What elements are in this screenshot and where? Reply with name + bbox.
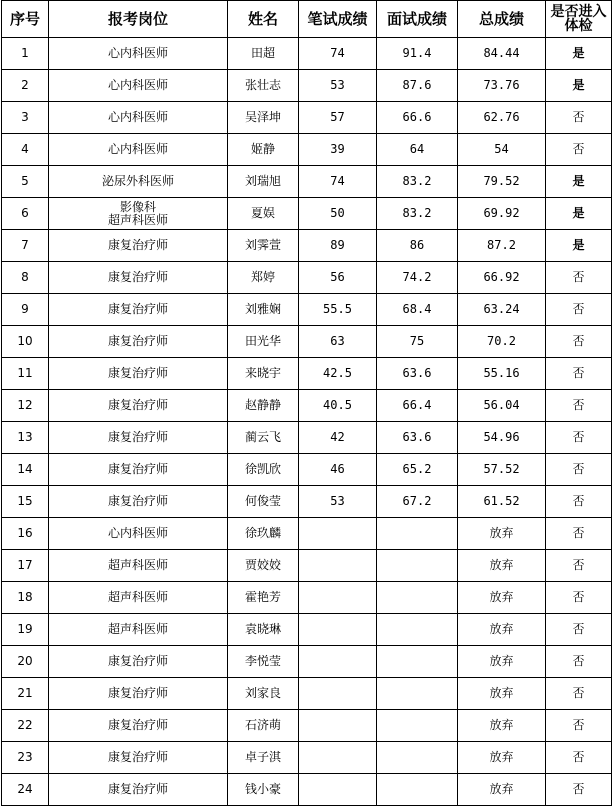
cell-name: 袁晓琳 (228, 614, 299, 646)
cell-position: 康复治疗师 (49, 678, 228, 710)
cell-total-score: 73.76 (458, 70, 546, 102)
cell-interview-score: 74.2 (377, 262, 458, 294)
cell-total-score: 放弃 (458, 678, 546, 710)
table-row (2, 710, 612, 742)
cell-total-score: 放弃 (458, 614, 546, 646)
cell-total-score: 放弃 (458, 710, 546, 742)
cell-interview-score: 68.4 (377, 294, 458, 326)
cell-position: 康复治疗师 (49, 390, 228, 422)
cell-position: 影像科 超声科医师 (49, 198, 228, 230)
cell-index: 11 (2, 358, 49, 390)
cell-written-score: 46 (299, 454, 377, 486)
cell-interview-score: 87.6 (377, 70, 458, 102)
cell-position: 康复治疗师 (49, 262, 228, 294)
cell-index: 6 (2, 198, 49, 230)
cell-interview-score: 83.2 (377, 166, 458, 198)
cell-physical-exam: 否 (546, 294, 612, 326)
table-row (2, 294, 612, 326)
cell-interview-score: 65.2 (377, 454, 458, 486)
table-row (2, 774, 612, 806)
cell-written-score: 57 (299, 102, 377, 134)
cell-total-score: 61.52 (458, 486, 546, 518)
cell-interview-score: 66.6 (377, 102, 458, 134)
cell-index: 1 (2, 38, 49, 70)
table-row (2, 678, 612, 710)
cell-interview-score: 67.2 (377, 486, 458, 518)
cell-interview-score (377, 774, 458, 806)
cell-position: 超声科医师 (49, 582, 228, 614)
cell-position: 心内科医师 (49, 70, 228, 102)
cell-interview-score: 63.6 (377, 422, 458, 454)
cell-total-score: 放弃 (458, 582, 546, 614)
cell-written-score (299, 710, 377, 742)
cell-written-score (299, 582, 377, 614)
cell-name: 夏娱 (228, 198, 299, 230)
cell-index: 24 (2, 774, 49, 806)
table-row (2, 550, 612, 582)
cell-interview-score: 63.6 (377, 358, 458, 390)
cell-total-score: 79.52 (458, 166, 546, 198)
table-row (2, 102, 612, 134)
cell-name: 石济萌 (228, 710, 299, 742)
table-row (2, 38, 612, 70)
cell-physical-exam: 否 (546, 614, 612, 646)
cell-position: 康复治疗师 (49, 486, 228, 518)
cell-interview-score: 66.4 (377, 390, 458, 422)
cell-interview-score: 75 (377, 326, 458, 358)
cell-interview-score: 86 (377, 230, 458, 262)
cell-index: 17 (2, 550, 49, 582)
cell-interview-score: 83.2 (377, 198, 458, 230)
cell-written-score: 56 (299, 262, 377, 294)
table-row (2, 614, 612, 646)
cell-position: 康复治疗师 (49, 646, 228, 678)
cell-position: 康复治疗师 (49, 742, 228, 774)
header-written-score: 笔试成绩 (299, 1, 377, 38)
cell-written-score: 50 (299, 198, 377, 230)
cell-position: 康复治疗师 (49, 358, 228, 390)
cell-name: 张壮志 (228, 70, 299, 102)
cell-index: 4 (2, 134, 49, 166)
cell-index: 10 (2, 326, 49, 358)
cell-index: 18 (2, 582, 49, 614)
cell-name: 姬静 (228, 134, 299, 166)
cell-written-score: 53 (299, 486, 377, 518)
cell-total-score: 62.76 (458, 102, 546, 134)
cell-interview-score (377, 646, 458, 678)
cell-position: 康复治疗师 (49, 230, 228, 262)
table-row (2, 454, 612, 486)
cell-position: 康复治疗师 (49, 454, 228, 486)
cell-interview-score (377, 582, 458, 614)
cell-name: 何俊莹 (228, 486, 299, 518)
cell-total-score: 87.2 (458, 230, 546, 262)
cell-index: 5 (2, 166, 49, 198)
cell-physical-exam: 是 (546, 198, 612, 230)
cell-index: 20 (2, 646, 49, 678)
cell-physical-exam: 否 (546, 582, 612, 614)
header-position: 报考岗位 (49, 1, 228, 38)
cell-index: 22 (2, 710, 49, 742)
cell-physical-exam: 否 (546, 678, 612, 710)
cell-index: 16 (2, 518, 49, 550)
table-row (2, 358, 612, 390)
cell-index: 23 (2, 742, 49, 774)
cell-written-score: 42.5 (299, 358, 377, 390)
cell-interview-score: 64 (377, 134, 458, 166)
table-row (2, 262, 612, 294)
cell-physical-exam: 否 (546, 774, 612, 806)
cell-physical-exam: 是 (546, 70, 612, 102)
cell-total-score: 66.92 (458, 262, 546, 294)
cell-name: 贾姣姣 (228, 550, 299, 582)
cell-total-score: 84.44 (458, 38, 546, 70)
cell-written-score: 74 (299, 38, 377, 70)
cell-total-score: 63.24 (458, 294, 546, 326)
cell-name: 吴泽坤 (228, 102, 299, 134)
cell-written-score: 74 (299, 166, 377, 198)
cell-written-score (299, 518, 377, 550)
cell-total-score: 放弃 (458, 742, 546, 774)
cell-position: 心内科医师 (49, 38, 228, 70)
cell-index: 19 (2, 614, 49, 646)
cell-position: 心内科医师 (49, 102, 228, 134)
cell-physical-exam: 否 (546, 262, 612, 294)
header-total-score: 总成绩 (458, 1, 546, 38)
cell-total-score: 54.96 (458, 422, 546, 454)
cell-written-score (299, 550, 377, 582)
cell-name: 郑婷 (228, 262, 299, 294)
cell-name: 刘霁萱 (228, 230, 299, 262)
cell-physical-exam: 否 (546, 422, 612, 454)
cell-written-score: 42 (299, 422, 377, 454)
cell-physical-exam: 否 (546, 518, 612, 550)
cell-total-score: 放弃 (458, 550, 546, 582)
cell-written-score (299, 742, 377, 774)
cell-written-score: 53 (299, 70, 377, 102)
table-body (2, 38, 612, 806)
cell-name: 李悦莹 (228, 646, 299, 678)
cell-interview-score (377, 550, 458, 582)
cell-physical-exam: 否 (546, 102, 612, 134)
cell-index: 21 (2, 678, 49, 710)
table-row (2, 486, 612, 518)
cell-position: 康复治疗师 (49, 294, 228, 326)
table-row (2, 198, 612, 230)
cell-position: 康复治疗师 (49, 422, 228, 454)
table-row (2, 422, 612, 454)
header-interview-score: 面试成绩 (377, 1, 458, 38)
cell-name: 刘雅娴 (228, 294, 299, 326)
cell-interview-score (377, 518, 458, 550)
cell-total-score: 55.16 (458, 358, 546, 390)
cell-position: 康复治疗师 (49, 326, 228, 358)
cell-written-score: 55.5 (299, 294, 377, 326)
cell-physical-exam: 是 (546, 38, 612, 70)
cell-interview-score (377, 614, 458, 646)
cell-total-score: 57.52 (458, 454, 546, 486)
table-row (2, 134, 612, 166)
cell-interview-score (377, 710, 458, 742)
table-row (2, 518, 612, 550)
cell-index: 12 (2, 390, 49, 422)
cell-total-score: 70.2 (458, 326, 546, 358)
table-row (2, 166, 612, 198)
table-row (2, 742, 612, 774)
cell-name: 钱小豪 (228, 774, 299, 806)
cell-index: 3 (2, 102, 49, 134)
cell-physical-exam: 否 (546, 454, 612, 486)
score-table (1, 0, 612, 806)
cell-index: 7 (2, 230, 49, 262)
table-row (2, 390, 612, 422)
cell-total-score: 放弃 (458, 518, 546, 550)
cell-name: 霍艳芳 (228, 582, 299, 614)
table-row (2, 646, 612, 678)
cell-written-score (299, 646, 377, 678)
cell-index: 14 (2, 454, 49, 486)
cell-name: 田超 (228, 38, 299, 70)
cell-name: 田光华 (228, 326, 299, 358)
cell-name: 卓子淇 (228, 742, 299, 774)
cell-name: 刘家良 (228, 678, 299, 710)
cell-physical-exam: 是 (546, 166, 612, 198)
cell-written-score: 39 (299, 134, 377, 166)
cell-name: 刘瑞旭 (228, 166, 299, 198)
cell-physical-exam: 否 (546, 134, 612, 166)
cell-position: 康复治疗师 (49, 774, 228, 806)
cell-position: 超声科医师 (49, 550, 228, 582)
cell-name: 赵静静 (228, 390, 299, 422)
cell-total-score: 69.92 (458, 198, 546, 230)
cell-written-score (299, 614, 377, 646)
cell-physical-exam: 否 (546, 710, 612, 742)
cell-physical-exam: 否 (546, 550, 612, 582)
table-row (2, 326, 612, 358)
cell-interview-score (377, 678, 458, 710)
cell-written-score (299, 774, 377, 806)
cell-position: 心内科医师 (49, 134, 228, 166)
cell-name: 徐玖麟 (228, 518, 299, 550)
cell-total-score: 54 (458, 134, 546, 166)
cell-index: 2 (2, 70, 49, 102)
cell-total-score: 放弃 (458, 774, 546, 806)
table-row (2, 230, 612, 262)
cell-index: 9 (2, 294, 49, 326)
cell-name: 蔺云飞 (228, 422, 299, 454)
cell-index: 15 (2, 486, 49, 518)
header-row (2, 1, 612, 38)
cell-interview-score: 91.4 (377, 38, 458, 70)
cell-written-score: 63 (299, 326, 377, 358)
cell-physical-exam: 是 (546, 230, 612, 262)
cell-total-score: 56.04 (458, 390, 546, 422)
cell-index: 8 (2, 262, 49, 294)
cell-name: 来晓宇 (228, 358, 299, 390)
cell-total-score: 放弃 (458, 646, 546, 678)
cell-interview-score (377, 742, 458, 774)
cell-physical-exam: 否 (546, 326, 612, 358)
cell-name: 徐凯欣 (228, 454, 299, 486)
cell-position: 超声科医师 (49, 614, 228, 646)
table-row (2, 70, 612, 102)
cell-written-score: 89 (299, 230, 377, 262)
cell-physical-exam: 否 (546, 390, 612, 422)
cell-physical-exam: 否 (546, 742, 612, 774)
cell-written-score: 40.5 (299, 390, 377, 422)
table-row (2, 582, 612, 614)
header-index: 序号 (2, 1, 49, 38)
cell-physical-exam: 否 (546, 646, 612, 678)
header-name: 姓名 (228, 1, 299, 38)
cell-physical-exam: 否 (546, 358, 612, 390)
header-physical-exam: 是否进入体检 (546, 1, 612, 38)
cell-physical-exam: 否 (546, 486, 612, 518)
cell-position: 康复治疗师 (49, 710, 228, 742)
cell-index: 13 (2, 422, 49, 454)
cell-written-score (299, 678, 377, 710)
cell-position: 心内科医师 (49, 518, 228, 550)
cell-position: 泌尿外科医师 (49, 166, 228, 198)
